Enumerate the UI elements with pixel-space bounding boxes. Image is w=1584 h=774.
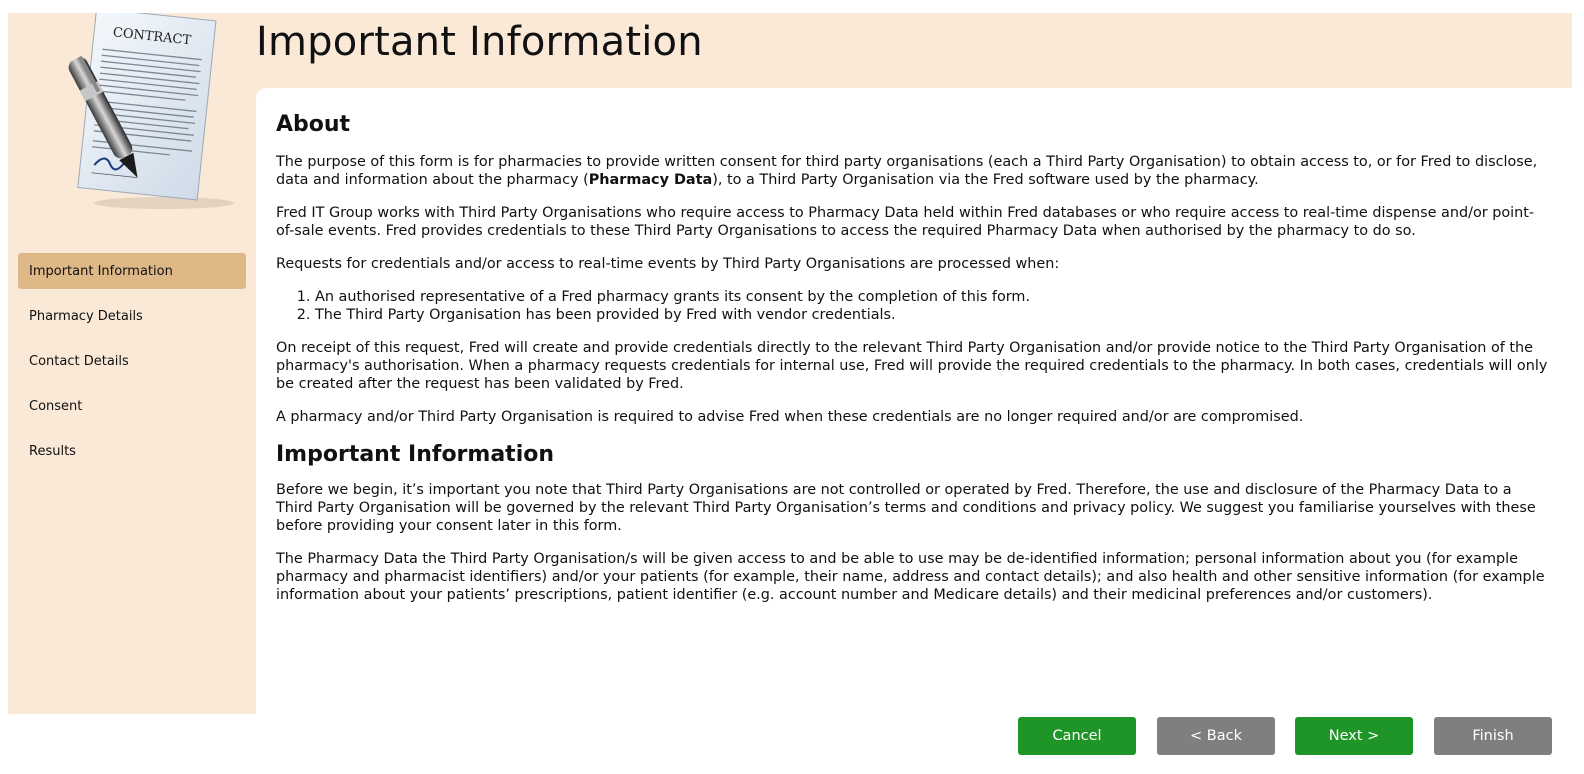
info-paragraph-1: Before we begin, it’s important you note that Third Party Organisations are not controlled or operated by Fred. Therefore, the use and disclosure of the Pharmacy Data to a Third Party Organisation will be governed by the relevant Third Party Organisation’s terms and conditions and privacy policy. We suggest you familiarise yourselves with these before providing your consent later in this form. (276, 482, 1536, 534)
wizard-shell (8, 13, 1572, 714)
sidebar (8, 13, 256, 714)
important-information-heading: Important Information (276, 442, 555, 467)
step-nav (18, 253, 246, 478)
next-button[interactable]: Next > (1295, 717, 1413, 755)
sidebar-item-consent[interactable]: Consent (29, 398, 83, 414)
wizard-footer (0, 714, 1584, 774)
sidebar-item-pharmacy-details[interactable]: Pharmacy Details (29, 308, 143, 324)
list-item: 1. An authorised representative of a Fred pharmacy grants its consent by the completion of this form. (315, 288, 1552, 306)
about-paragraph-3: Requests for credentials and/or access to real-time events by Third Party Organisations are processed when: (276, 256, 1060, 272)
sidebar-item-results[interactable]: Results (29, 443, 76, 459)
finish-button[interactable]: Finish (1434, 717, 1552, 755)
contract-icon (44, 13, 244, 213)
contract-logo-text: CONTRACT (112, 25, 192, 49)
back-button[interactable]: < Back (1157, 717, 1275, 755)
conditions-list (315, 288, 1552, 324)
about-paragraph-2: Fred IT Group works with Third Party Organisations who require access to Pharmacy Data held within Fred databases or who require access to real-time dispense and/or point-of-sale events. Fred provides credentials to these Third Party Organisations to access the required Pharmacy Data when authorised by the pharmacy to do so. (276, 205, 1535, 239)
pharmacy-data-term: Pharmacy Data (588, 172, 713, 188)
sidebar-item-contact-details[interactable]: Contact Details (29, 353, 129, 369)
list-item: 2. The Third Party Organisation has been provided by Fred with vendor credentials. (315, 306, 1552, 324)
about-paragraph-5: A pharmacy and/or Third Party Organisation is required to advise Fred when these credentials are no longer required and/or are compromised. (276, 409, 1304, 425)
page-title: Important Information (256, 19, 703, 65)
info-paragraph-2: The Pharmacy Data the Third Party Organisation/s will be given access to and be able to use may be de-identified information; personal information about you (for example pharmacy and pharmacist identifiers) and/or your patients (for example, their name, address and contact details); and also health and other sensitive information (for example information about your patients’ prescriptions, patient identifier (e.g. account number and Medicare details) and their medicinal preferences and/or customers). (276, 551, 1545, 603)
about-paragraph-4: On receipt of this request, Fred will create and provide credentials directly to the relevant Third Party Organisation and/or provide notice to the Third Party Organisation of the pharmacy's authorisation. When a pharmacy requests credentials for internal use, Fred will provide the required credentials to the pharmacy. In both cases, credentials will only be created after the request has been validated by Fred. (276, 340, 1548, 392)
sidebar-item-important-information[interactable]: Important Information (18, 253, 246, 289)
about-paragraph-1: The purpose of this form is for pharmacies to provide written consent for third party organisations (each a Third Party Organisation) to obtain access to, or for Fred to disclose, data and information about the pharmacy (Pharmacy Data), to a Third Party Organisation via the Fred software used by the pharmacy. (276, 154, 1538, 188)
cancel-button[interactable]: Cancel (1018, 717, 1136, 755)
main-content (256, 88, 1572, 714)
about-heading: About (276, 112, 351, 137)
